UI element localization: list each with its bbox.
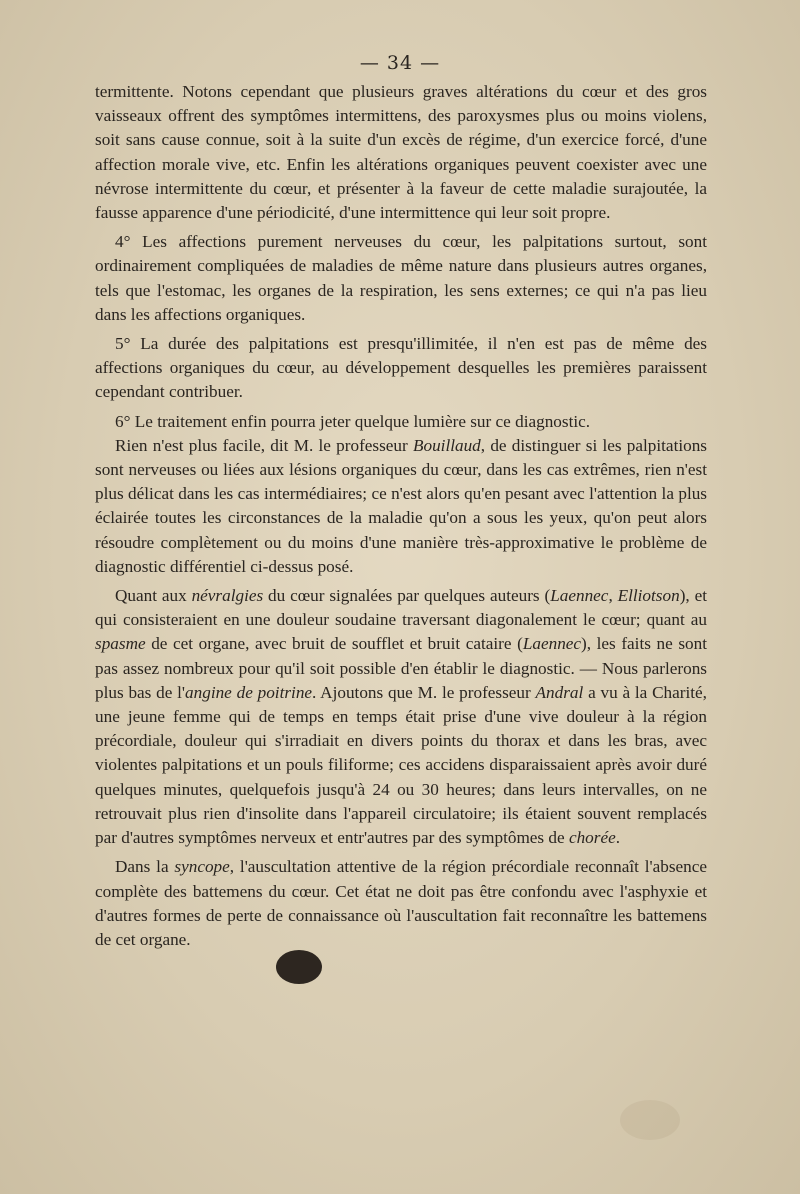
paragraph: Quant aux névralgies du cœur signalées par quelques auteurs (Laennec, Elliotson), et qui consisteraient en une douleur soudaine traversant diagonalement le cœur; quant au spasme de cet organe, avec bruit de soufflet et bruit cataire (Laennec), les faits ne sont pas assez nombreux pour qu'il soit possible d'en établir le diagnostic. — Nous parlerons plus bas de l'angine de poitrine. Ajoutons que M. le professeur Andral a vu à la Charité, une jeune femme qui de temps en temps était prise d'une vive douleur à la région précordiale, douleur qui s'irradiait en divers points du thorax et dans les bras, avec violentes palpitations et un pouls filiforme; ces accidens disparaissaient après avoir duré quelques minutes, quelquefois jusqu'à 24 ou 30 heures; dans leurs intervalles, on ne retrouvait plus rien d'insolite dans l'appareil circulatoire; ils étaient souvent remplacés par d'autres symptômes nerveux et entr'autres par des symptômes de chorée. xyxy=(95,586,707,848)
paragraph: 5° La durée des palpitations est presqu'illimitée, il n'en est pas de même des affections organiques du cœur, au développement desquelles les premières paraissent cependant contribuer. xyxy=(95,334,707,402)
paragraph: 6° Le traitement enfin pourra jeter quelque lumière sur ce diagnostic. xyxy=(115,411,591,431)
paragraph: 4° Les affections purement nerveuses du cœur, les palpitations surtout, sont ordinairement compliquées de maladies de même nature dans plusieurs autres organes, tels que l'estomac, les organes de la respiration, les sens externes; ce qui n'a pas lieu dans les affections organiques. xyxy=(95,232,707,324)
paper-stain xyxy=(620,1100,680,1140)
paragraph: termittente. Notons cependant que plusieurs graves altérations du cœur et des gros vaisseaux offrent des symptômes intermittens, des paroxysmes plus ou moins violens, soit sans cause connue, soit à la suite d'un excès de régime, d'un exercice forcé, d'une affection morale vive, etc. Enfin les altérations organiques peuvent coexister avec une névrose intermittente du cœur, et présenter à la faveur de cette maladie surajoutée, la fausse apparence d'une périodicité, d'une intermittence qui leur soit propre. xyxy=(95,82,707,223)
ink-blot xyxy=(276,950,322,984)
paragraph: Dans la syncope, l'auscultation attentive de la région précordiale reconnaît l'absence complète des battemens du cœur. Cet état ne doit pas être confondu avec l'asphyxie et d'autres formes de perte de connaissance où l'auscultation fait reconnaître les battemens de cet organe. xyxy=(95,857,707,949)
page-number: — 34 — xyxy=(359,52,441,74)
body-text xyxy=(95,80,707,957)
paragraph: Rien n'est plus facile, dit M. le professeur Bouillaud, de distinguer si les palpitations sont nerveuses ou liées aux lésions organiques du cœur, dans les cas extrêmes, rien n'est plus délicat dans les cas intermédiaires; ce n'est alors qu'en pesant avec l'attention la plus éclairée toutes les circonstances de la maladie qu'on a sous les yeux, qu'on peut alors résoudre complètement ou du moins d'une manière très-approximative le problème de diagnostic différentiel ci-dessus posé. xyxy=(95,435,707,576)
